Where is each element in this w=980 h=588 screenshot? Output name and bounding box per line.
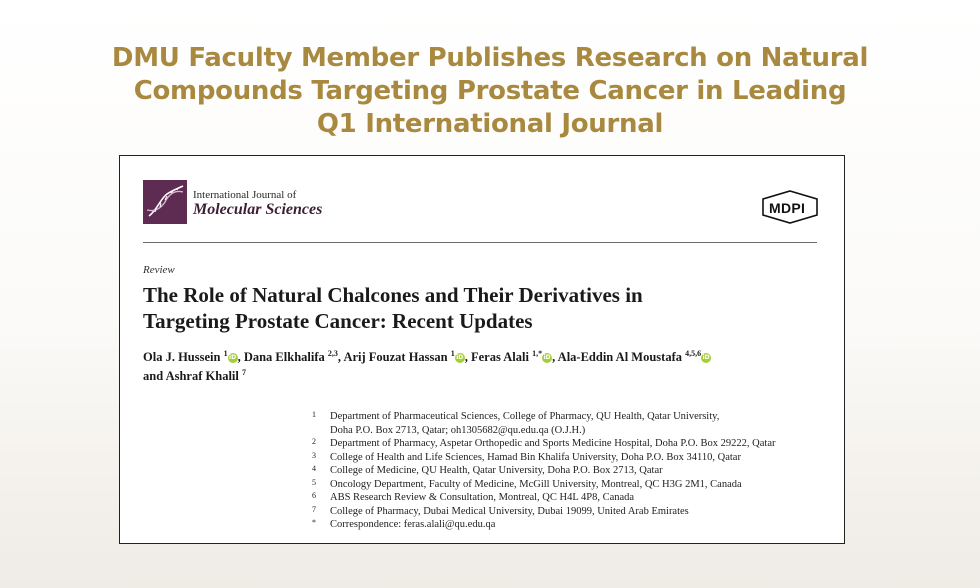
author-name[interactable]: Arij Fouzat Hassan — [343, 350, 451, 364]
affiliation-number: 6 — [312, 491, 316, 500]
author-name[interactable]: Feras Alali — [471, 350, 533, 364]
headline-line-1: DMU Faculty Member Publishes Research on Natural — [111, 43, 869, 73]
author-affiliation-marker: 7 — [242, 367, 246, 377]
orcid-icon[interactable]: iD — [229, 354, 237, 362]
author-affiliation-marker: 1 — [450, 348, 455, 358]
affiliation-list — [310, 410, 830, 532]
article-type: Review — [143, 264, 175, 276]
affiliation-number: 2 — [312, 437, 316, 446]
author-separator: , — [337, 350, 344, 364]
journal-name-line-1: International Journal of — [193, 189, 297, 201]
headline-line-3: Q1 International Journal — [316, 109, 664, 139]
affiliation-text: College of Health and Life Sciences, Hamad Bin Khalifa University, Doha P.O. Box 34110, Qatar — [330, 451, 741, 463]
author-affiliation-marker: 1 — [223, 348, 228, 358]
affiliation-number: 1 — [312, 410, 316, 419]
affiliation-number: 3 — [312, 450, 316, 460]
affiliation-number: * — [312, 518, 316, 527]
author-affiliation-marker: 2,3 — [327, 348, 338, 358]
orcid-icon[interactable]: iD — [702, 354, 710, 362]
orcid-icon[interactable]: iD — [543, 354, 551, 362]
affiliation-item — [310, 491, 830, 505]
author-name[interactable]: Ola J. Hussein — [143, 350, 224, 364]
author-affiliation-marker: 1,* — [532, 348, 543, 358]
article-title-line-1: The Role of Natural Chalcones and Their Derivatives in — [143, 283, 643, 307]
author-separator: , — [464, 350, 471, 364]
affiliation-item — [310, 518, 830, 532]
dna-helix-icon — [143, 180, 187, 224]
journal-name — [193, 189, 322, 219]
affiliation-number: 4 — [312, 464, 316, 473]
author-separator: , — [552, 350, 558, 364]
article-title — [143, 282, 813, 334]
affiliation-number: 5 — [312, 477, 316, 487]
affiliation-item — [310, 410, 830, 424]
affiliation-text: ABS Research Review & Consultation, Montreal, QC H4L 4P8, Canada — [330, 492, 635, 503]
author-separator: , — [237, 350, 244, 364]
author-name[interactable]: Dana Elkhalifa — [243, 350, 328, 364]
orcid-icon[interactable]: iD — [456, 354, 464, 362]
news-headline — [0, 42, 980, 141]
affiliation-number: 7 — [312, 504, 316, 514]
affiliation-text: Department of Pharmaceutical Sciences, College of Pharmacy, QU Health, Qatar University, — [330, 411, 720, 422]
affiliation-item — [310, 424, 830, 438]
journal-logo-icon — [143, 180, 187, 224]
affiliation-item — [310, 478, 830, 492]
affiliation-text: College of Pharmacy, Dubai Medical University, Dubai 19099, United Arab Emirates — [330, 505, 689, 517]
article-title-line-2: Targeting Prostate Cancer: Recent Updates — [143, 309, 533, 333]
affiliation-text[interactable]: Doha P.O. Box 2713, Qatar; oh1305682@qu.edu.qa (O.J.H.) — [330, 424, 586, 436]
journal-name-line-2: Molecular Sciences — [193, 201, 323, 218]
affiliation-text: Oncology Department, Faculty of Medicine, McGill University, Montreal, QC H3G 2M1, Canada — [330, 478, 742, 490]
affiliation-item — [310, 505, 830, 519]
author-affiliation-marker: 4,5,6 — [685, 348, 702, 358]
author-name[interactable]: and Ashraf Khalil — [143, 369, 242, 383]
affiliation-item — [310, 437, 830, 451]
affiliation-item — [310, 451, 830, 465]
paper-screenshot — [119, 155, 845, 544]
headline-line-2: Compounds Targeting Prostate Cancer in Leading — [133, 76, 847, 106]
author-name[interactable]: Ala-Eddin Al Moustafa — [557, 350, 686, 364]
author-list — [143, 348, 813, 386]
affiliation-item — [310, 464, 830, 478]
header-divider — [143, 242, 817, 243]
affiliation-text: Department of Pharmacy, Aspetar Orthopedic and Sports Medicine Hospital, Doha P.O. Box 29222, Qatar — [330, 438, 776, 449]
affiliation-text[interactable]: Correspondence: feras.alali@qu.edu.qa — [330, 519, 496, 530]
publisher-name: MDPI — [769, 200, 806, 216]
affiliation-text: College of Medicine, QU Health, Qatar University, Doha P.O. Box 2713, Qatar — [330, 465, 663, 476]
